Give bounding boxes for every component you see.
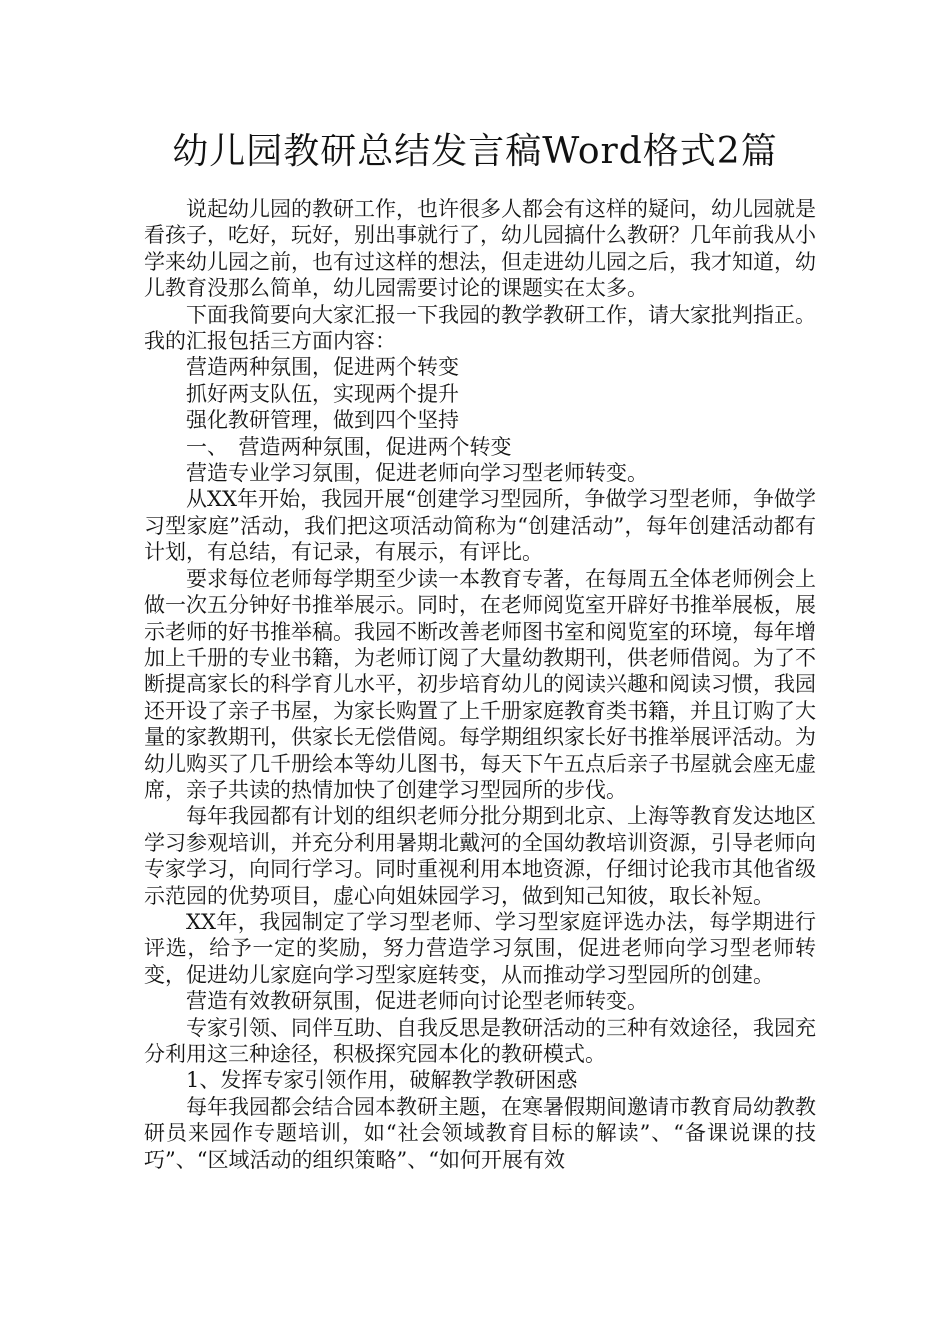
outline-item: 营造两种氛围，促进两个转变 [186,355,459,380]
outline-item: 强化教研管理，做到四个坚持 [186,408,459,433]
paragraph: 要求每位老师每学期至少读一本教育专著，在每周五全体老师例会上做一次五分钟好书推举展示。同时，在老师阅览室开辟好书推举展板，展示老师的好书推举稿。我园不断改善老师图书室和阅览室的环境，每年增加上千册的专业书籍，为老师订阅了大量幼教期刊，供老师借阅。为了不断提高家长的科学育儿水平，初步培育幼儿的阅读兴趣和阅读习惯，我园还开设了亲子书屋，为家长购置了上千册家庭教育类书籍，并且订购了大量的家教期刊，供家长无偿借阅。每学期组织家长好书推举展评活动。为幼儿购买了几千册绘本等幼儿图书，每天下午五点后亲子书屋就会座无虚席，亲子共读的热情加快了创建学习型园所的步伐。 [144,566,816,802]
document-body [144,196,816,1173]
outline-item: 抓好两支队伍，实现两个提升 [186,381,459,406]
paragraph: 说起幼儿园的教研工作，也许很多人都会有这样的疑问，幼儿园就是看孩子，吃好，玩好，别出事就行了，幼儿园搞什么教研？几年前我从小学来幼儿园之前，也有过这样的想法，但走进幼儿园之后，我才知道，幼儿教育没那么简单，幼儿园需要讨论的课题实在太多。 [144,197,816,301]
paragraph: 从XX年开始，我园开展“创建学习型园所，争做学习型老师，争做学习型家庭”活动，我们把这项活动简称为“创建活动”，每年创建活动都有计划，有总结，有记录，有展示，有评比。 [144,487,816,565]
paragraph: XX年，我园制定了学习型老师、学习型家庭评选办法，每学期进行评选，给予一定的奖励，努力营造学习氛围，促进老师向学习型老师转变，促进幼儿家庭向学习型家庭转变，从而推动学习型园所的创建。 [144,909,816,987]
subsection-heading: 1、发挥专家引领作用，破解教学教研困惑 [186,1068,578,1093]
document-title: 幼儿园教研总结发言稿Word格式2篇 [172,131,778,172]
paragraph: 每年我园都有计划的组织老师分批分期到北京、上海等教育发达地区学习参观培训，并充分利用暑期北戴河的全国幼教培训资源，引导老师向专家学习，向同行学习。同时重视利用本地资源，仔细讨论我市其他省级示范园的优势项目，虚心向姐妹园学习，做到知己知彼，取长补短。 [144,804,816,908]
paragraph: 下面我简要向大家汇报一下我园的教学教研工作，请大家批判指正。我的汇报包括三方面内容： [144,302,816,354]
subsection-heading: 营造专业学习氛围，促进老师向学习型老师转变。 [186,461,648,486]
paragraph: 专家引领、同伴互助、自我反思是教研活动的三种有效途径，我园充分利用这三种途径，积极探究园本化的教研模式。 [144,1015,816,1066]
section-heading: 一、 营造两种氛围，促进两个转变 [186,434,512,459]
paragraph: 每年我园都会结合园本教研主题，在寒暑假期间邀请市教育局幼教教研员来园作专题培训，如“社会领域教育目标的解读”、“备课说课的技巧”、“区域活动的组织策略”、“如何开展有效 [144,1094,816,1172]
subsection-heading: 营造有效教研氛围，促进老师向讨论型老师转变。 [186,989,648,1014]
